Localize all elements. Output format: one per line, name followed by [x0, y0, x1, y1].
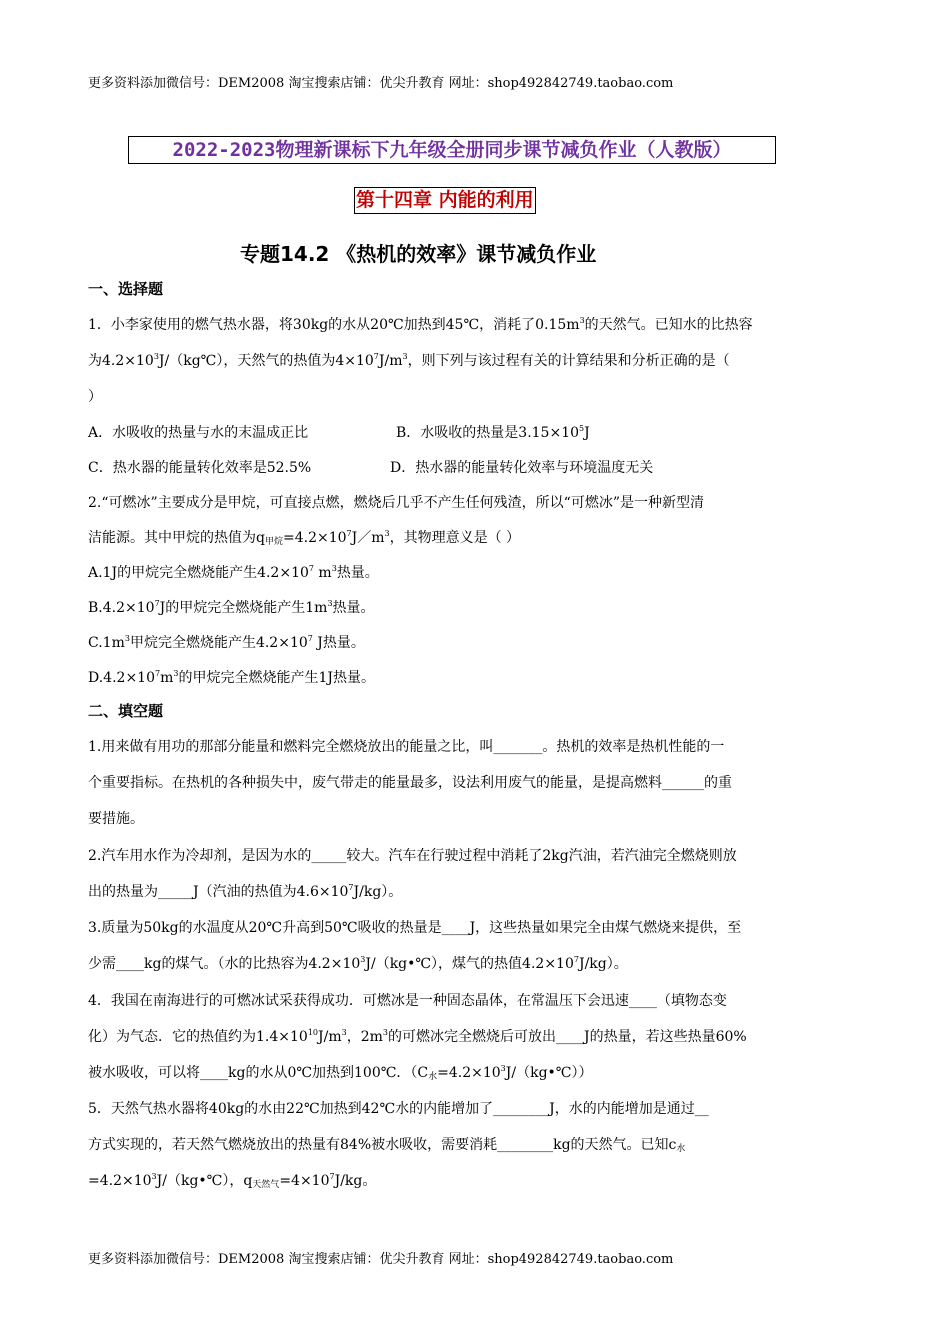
document-title: 2022-2023物理新课标下九年级全册同步课节减负作业（人教版）: [128, 136, 776, 164]
question-2-line-1: 2.“可燃冰”主要成分是甲烷，可直接点燃，燃烧后几乎不产生任何残渣，所以“可燃冰”是一种新型清: [88, 495, 704, 511]
question-1-line-3: ）: [88, 389, 102, 405]
question-1-line-2: 为$4.2\times 10^3J/(kg℃)$，天然气的热值为$4\times 10^7J/m^3$，则下列与该过程有关的计算结果和分析正确的是（: [88, 352, 730, 369]
question-2-option-d: $D.4.2\times 10^7m^3$的甲烷完全燃烧能产生1J热量。: [88, 669, 375, 686]
section-heading-choice: 一、选择题: [88, 280, 164, 298]
fill-5-line-3: $=4.2\times 10^3J/(kg•℃)$，$q_{天然气}=4\times 10^7J/kg$。: [88, 1172, 377, 1190]
question-1-option-d: D．热水器的能量转化效率与环境温度无关: [390, 460, 654, 476]
question-2-option-b: $B.4.2\times 10^7J$的甲烷完全燃烧能产生$1m^3$热量。: [88, 599, 375, 616]
question-1-option-a: A．水吸收的热量与水的末温成正比: [88, 425, 309, 441]
section-heading-fill: 二、填空题: [88, 702, 164, 720]
fill-4-line-2: 化）为气态．它的热值约为$1.4\times 10^{10}J/m^3$，$2m^3$的可燃冰完全燃烧后可放出____J的热量，若这些热量60%: [88, 1028, 747, 1045]
fill-1-line-3: 要措施。: [88, 811, 144, 827]
fill-4-line-3: 被水吸收，可以将____kg的水从0℃加热到100℃．$(C_水=4.2\times 10^3J/(kg•℃))$: [88, 1064, 593, 1082]
question-1-option-b: B．水吸收的热量是$3.15\times 10^5J$: [396, 424, 590, 441]
question-2-line-2: 洁能源。其中甲烷的热值为$q_{甲烷}=4.2\times 10^7J/m^3$，其物理意义是（ ）: [88, 529, 521, 547]
question-1-option-c: C．热水器的能量转化效率是52.5%: [88, 460, 312, 476]
fill-5-line-2: 方式实现的，若天然气燃烧放出的热量有84%被水吸收，需要消耗________kg的天然气。已知$c_水$: [88, 1137, 686, 1154]
fill-2-line-1: 2.汽车用水作为冷却剂，是因为水的_____较大。汽车在行驶过程中消耗了2kg汽油，若汽油完全燃烧则放: [88, 848, 737, 864]
question-2-option-c: $C.1m^3$甲烷完全燃烧能产生$4.2\times 10^7$ J热量。: [88, 634, 365, 651]
fill-1-line-2: 个重要指标。在热机的各种损失中，废气带走的能量最多，设法利用废气的能量，是提高燃料______的重: [88, 775, 732, 791]
fill-1-line-1: 1.用来做有用功的那部分能量和燃料完全燃烧放出的能量之比，叫_______。热机的效率是热机性能的一: [88, 739, 725, 755]
topic-title: 专题14.2 《热机的效率》课节减负作业: [240, 242, 597, 266]
fill-3-line-1: 3.质量为50kg的水温度从20℃升高到50℃吸收的热量是____J，这些热量如果完全由煤气燃烧来提供，至: [88, 920, 742, 936]
page-header: 更多资料添加微信号：DEM2008 淘宝搜索店铺：优尖升教育 网址：shop492842749.taobao.com: [88, 76, 674, 91]
question-2-option-a: A.1J的甲烷完全燃烧能产生$4.2\times 10^7$ $m^3$热量。: [88, 564, 379, 581]
page-footer: 更多资料添加微信号：DEM2008 淘宝搜索店铺：优尖升教育 网址：shop492842749.taobao.com: [88, 1252, 674, 1267]
fill-2-line-2: 出的热量为_____J（汽油的热值为$4.6\times 10^7J/kg$）。: [88, 883, 403, 900]
fill-4-line-1: 4．我国在南海进行的可燃冰试采获得成功．可燃冰是一种固态晶体，在常温压下会迅速____（填物态变: [88, 993, 727, 1009]
question-1-line-1: 1．小李家使用的燃气热水器，将30kg的水从20℃加热到45℃，消耗了$0.15m^3$的天然气。已知水的比热容: [88, 316, 753, 333]
fill-5-line-1: 5．天然气热水器将40kg的水由22℃加热到42℃水的内能增加了________J，水的内能增加是通过__: [88, 1101, 709, 1117]
chapter-title: 第十四章 内能的利用: [354, 187, 536, 214]
fill-3-line-2: 少需____kg的煤气。（水的比热容为$4.2\times 10^3J/(kg•℃)$，煤气的热值$4.2\times 10^7J/kg$）。: [88, 955, 628, 972]
